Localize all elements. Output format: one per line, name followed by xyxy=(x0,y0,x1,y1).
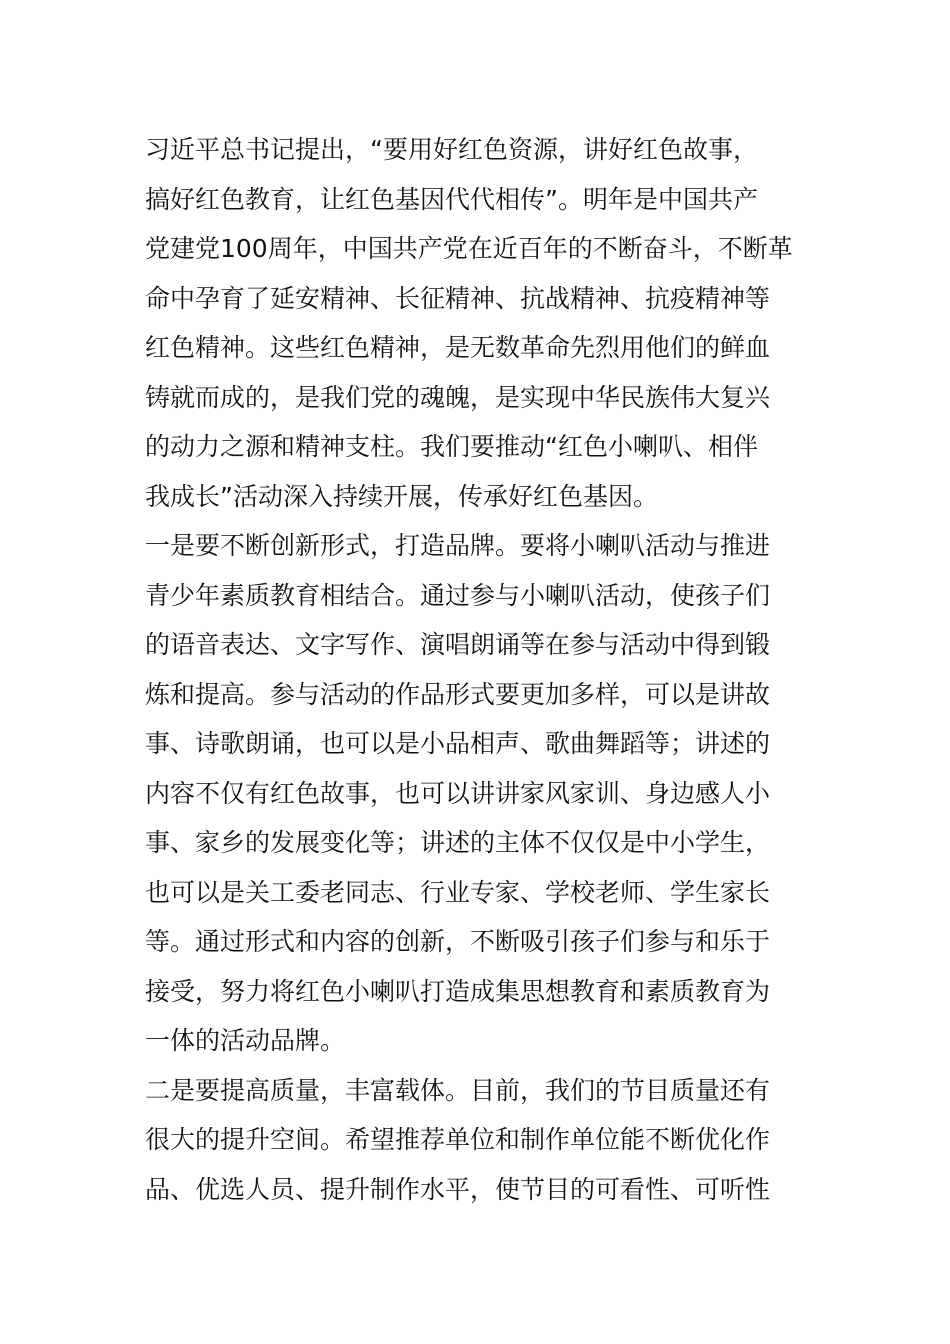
text-line: 等。通过形式和内容的创新，不断吸引孩子们参与和乐于 xyxy=(145,927,771,956)
text-line: 我成长”活动深入持续开展，传承好红色基因。 xyxy=(145,481,658,511)
text-line: 二是要提高质量，丰富载体。目前，我们的节目质量还有 xyxy=(145,1075,771,1105)
text-line: 一体的活动品牌。 xyxy=(145,1026,346,1055)
text-line: 的语音表达、文字写作、演唱朗诵等在参与活动中得到锻 xyxy=(145,630,771,659)
text-line: 青少年素质教育相结合。通过参与小喇叭活动，使孩子们 xyxy=(145,580,771,610)
text-line: 党建党100周年，中国共产党在近百年的不断奋斗，不断革 xyxy=(145,234,793,263)
text-line: 品、优选人员、提升制作水平，使节目的可看性、可听性 xyxy=(145,1174,771,1204)
text-line: 命中孕育了延安精神、长征精神、抗战精神、抗疫精神等 xyxy=(145,283,771,313)
text-line: 事、家乡的发展变化等；讲述的主体不仅仅是中小学生， xyxy=(145,828,771,857)
document-body xyxy=(145,125,810,1214)
text-line: 习近平总书记提出，“要用好红色资源，讲好红色故事， xyxy=(145,135,758,164)
text-line: 事、诗歌朗诵，也可以是小品相声、歌曲舞蹈等；讲述的 xyxy=(145,729,771,758)
text-line: 内容不仅有红色故事，也可以讲讲家风家训、身边感人小 xyxy=(145,778,771,808)
text-line: 也可以是关工委老同志、行业专家、学校老师、学生家长 xyxy=(145,877,771,907)
text-line: 接受，努力将红色小喇叭打造成集思想教育和素质教育为 xyxy=(145,976,771,1006)
paragraph-intro xyxy=(145,125,810,521)
paragraph-point-one xyxy=(145,521,810,1066)
text-line: 很大的提升空间。希望推荐单位和制作单位能不断优化作 xyxy=(145,1125,771,1154)
text-line: 红色精神。这些红色精神，是无数革命先烈用他们的鲜血 xyxy=(145,333,771,362)
text-line: 搞好红色教育，让红色基因代代相传”。明年是中国共产 xyxy=(145,184,758,214)
paragraph-point-two xyxy=(145,1066,810,1215)
text-line: 铸就而成的，是我们党的魂魄，是实现中华民族伟大复兴 xyxy=(145,382,771,412)
text-line: 一是要不断创新形式，打造品牌。要将小喇叭活动与推进 xyxy=(145,531,771,560)
text-line: 炼和提高。参与活动的作品形式要更加多样，可以是讲故 xyxy=(145,679,771,709)
text-line: 的动力之源和精神支柱。我们要推动“红色小喇叭、相伴 xyxy=(145,432,758,461)
